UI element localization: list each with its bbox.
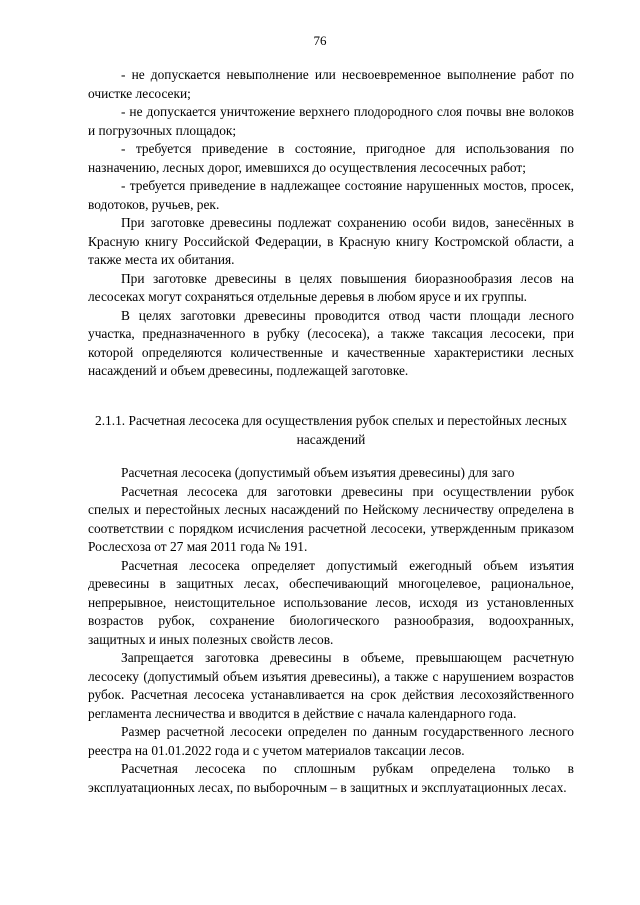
bottom-text-block — [88, 464, 574, 797]
paragraph: - требуется приведение в надлежащее состояние нарушенных мостов, просек, водотоков, ручьев, рек. — [88, 178, 574, 212]
truncated-line: Расчетная лесосека (допустимый объем изъятия древесины) для заго — [121, 465, 515, 480]
paragraph: При заготовке древесины подлежат сохранению особи видов, занесённых в Красную книгу Российской Федерации, в Красную книгу Костромской области, а также места их обитания. — [88, 215, 574, 267]
paragraph: Расчетная лесосека для заготовки древесины при осуществлении рубок спелых и перестойных лесных насаждений по Нейскому лесничеству определена в соответствии с порядком исчисления расчетной лесосеки, утвержденным приказом Рослесхоза от 27 мая 2011 года № 191. — [88, 483, 574, 554]
top-text-block — [88, 66, 574, 381]
paragraph: Запрещается заготовка древесины в объеме, превышающем расчетную лесосеку (допустимый объем изъятия древесины), а также с нарушением возрастов рубок. Расчетная лесосека устанавливается на срок действия лесохозяйственного регламента лесничества и вводится в действие с начала календарного года. — [88, 650, 574, 721]
paragraph: - не допускается уничтожение верхнего плодородного слоя почвы вне волоков и погрузочных площадок; — [88, 104, 574, 138]
page-number: 76 — [313, 33, 327, 48]
paragraph: В целях заготовки древесины проводится отвод части площади лесного участка, предназначенного в рубку (лесосека), а также таксация лесосеки, при которой определяются количественные и качественные характеристики лесных насаждений и объем древесины, подлежащей заготовке. — [88, 307, 574, 378]
paragraph: Расчетная лесосека по сплошным рубкам определена только в эксплуатационных лесах, по выборочным – в защитных и эксплуатационных лесах. — [88, 761, 574, 795]
section-heading: 2.1.1. Расчетная лесосека для осуществления рубок спелых и перестойных лесных насаждений — [95, 413, 567, 447]
paragraph: Расчетная лесосека определяет допустимый ежегодный объем изъятия древесины в защитных лесах, обеспечивающий многоцелевое, рациональное, непрерывное, неистощительное использование лесов, исходя из установленных возрастов рубок, сохранение биологического разнообразия, водоохранных, защитных и иных полезных свойств лесов. — [88, 557, 574, 647]
paragraph: При заготовке древесины в целях повышения биоразнообразия лесов на лесосеках могут сохраняться отдельные деревья в любом ярусе и их группы. — [88, 270, 574, 304]
paragraph: Размер расчетной лесосеки определен по данным государственного лесного реестра на 01.01.2022 года и с учетом материалов таксации лесов. — [88, 724, 574, 758]
paragraph: - не допускается невыполнение или несвоевременное выполнение работ по очистке лесосеки; — [88, 67, 574, 101]
paragraph: - требуется приведение в состояние, пригодное для использования по назначению, лесных дорог, имевшихся до осуществления лесосечных работ; — [88, 141, 574, 175]
